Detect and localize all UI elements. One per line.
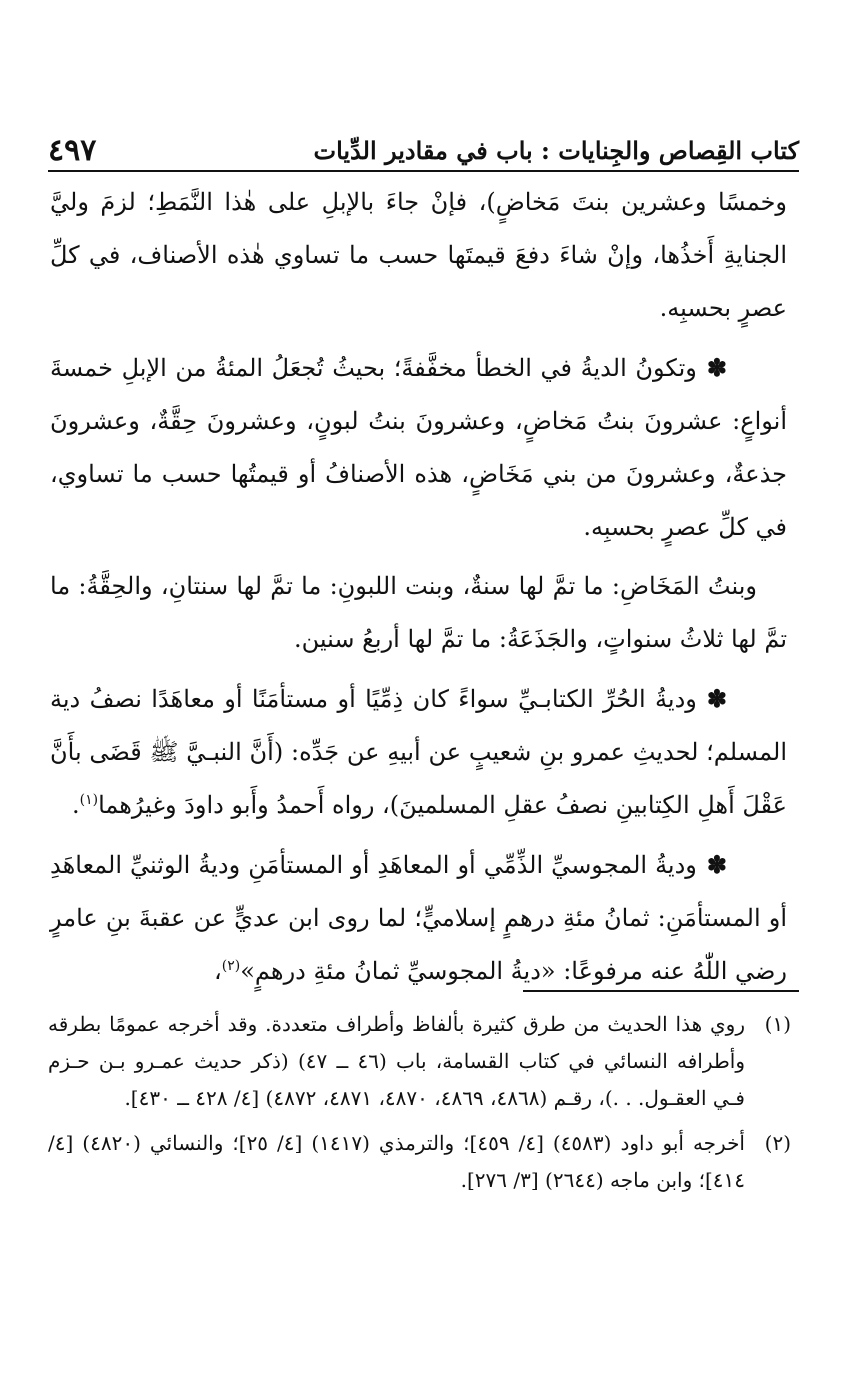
page-header [48, 126, 799, 172]
footnote-divider [523, 990, 799, 992]
paragraph-3 [50, 560, 787, 666]
paragraph-text: وديةُ الحُرِّ الكتابـيِّ سواءً كان ذِمِّيًا أو مستأمَنًا أو معاهَدًا نصفُ دية المسلم؛ لحديثِ عمرو بنِ شعيبٍ عن أبيهِ عن جَدِّه: (أَنَّ النبـيَّ ﷺ قَضَى بأَنَّ عَقْلَ أَهلِ الكِتابينِ نصفُ عقلِ المسلمينَ)، رواه أَحمدُ وأَبو داودَ وغيرُهما [50, 685, 787, 819]
paragraph-2 [50, 341, 787, 554]
footnote-2 [48, 1125, 791, 1199]
paragraph-tail: . [71, 791, 80, 819]
paragraph-text: وديةُ المجوسيِّ الذِّمِّي أو المعاهَدِ أو المستأمَنِ وديةُ الوثنيِّ المعاهَدِ أو المستأمَنِ: ثمانُ مئةِ درهمٍ إسلاميٍّ؛ لما روى ابن عديٍّ عن عقبةَ بنِ عامرٍ رضي اللّٰهُ عنه مرفوعًا: «ديةُ المجوسيِّ ثمانُ مئةِ درهمٍ» [50, 851, 787, 985]
main-text [50, 176, 787, 998]
running-title: كتاب القِصاص والجِنايات : باب في مقادير الدِّيات [313, 136, 799, 165]
footnote-ref-1[interactable]: (١) [79, 792, 99, 808]
paragraph-text: وتكونُ الديةُ في الخطأ مخفَّفةً؛ بحيثُ تُجعَلُ المئةُ من الإبلِ خمسةَ أنواعٍ: عشرونَ بنتُ مَخاضٍ، وعشرونَ بنتُ لبونٍ، وعشرونَ حِقَّةٌ، وعشرونَ جذعةٌ، وعشرونَ من بني مَخَاضٍ، هذه الأصنافُ أو قيمتُها حسب ما تساوي، في كلِّ عصرٍ بحسبِه. [50, 354, 787, 541]
footnote-text: أخرجه أبو داود (٤٥٨٣) [٤/ ٤٥٩]؛ والترمذي (١٤١٧) [٤/ ٢٥]؛ والنسائي (٤٨٢٠) [٤/ ٤١٤]؛ وابن ماجه (٢٦٤٤) [٣/ ٢٧٦]. [48, 1131, 745, 1192]
footnote-text: روي هذا الحديث من طرق كثيرة بألفاظ وأطراف متعددة. وقد أخرجه عمومًا بطرقه وأطرافه النسائي في كتاب القسامة، باب (٤٦ ــ ٤٧) (ذكر حديث عمـرو بـن حـزم فـي العقـول. . .)، رقـم (٤٨٦٨، ٤٨٦٩، ٤٨٧٠، ٤٨٧١، ٤٨٧٢) [٤/ ٤٢٨ ــ ٤٣٠]. [48, 1012, 746, 1110]
paragraph-tail: ، [214, 957, 222, 985]
bullet-star-icon: ✽ [706, 684, 727, 713]
paragraph-5 [50, 838, 787, 998]
bullet-star-icon: ✽ [706, 850, 727, 879]
paragraph-1 [50, 176, 787, 335]
footnote-number: (٢) [764, 1131, 791, 1155]
footnote-number: (١) [764, 1012, 791, 1036]
paragraph-text: وبنتُ المَخَاضِ: ما تمَّ لها سنةٌ، وبنت اللبونِ: ما تمَّ لها سنتانِ، والحِقَّةُ: ما تمَّ لها ثلاثُ سنواتٍ، والجَذَعَةُ: ما تمَّ لها أربعُ سنين. [50, 572, 787, 653]
bullet-star-icon: ✽ [706, 353, 727, 382]
paragraph-4 [50, 672, 787, 832]
footnotes [48, 1006, 791, 1201]
paragraph-text: وخمسًا وعشرين بنتَ مَخاضٍ)، فإنْ جاءَ بالإبلِ على هٰذا النَّمَطِ؛ لزمَ وليَّ الجنايةِ أَخذُها، وإنْ شاءَ دفعَ قيمتَها حسب ما تساوي هٰذه الأصناف، في كلِّ عصرٍ بحسبِه. [50, 188, 787, 322]
footnote-ref-2[interactable]: (٢) [221, 958, 241, 974]
page-number: ٤٩٧ [48, 133, 97, 168]
footnote-1 [48, 1006, 791, 1117]
